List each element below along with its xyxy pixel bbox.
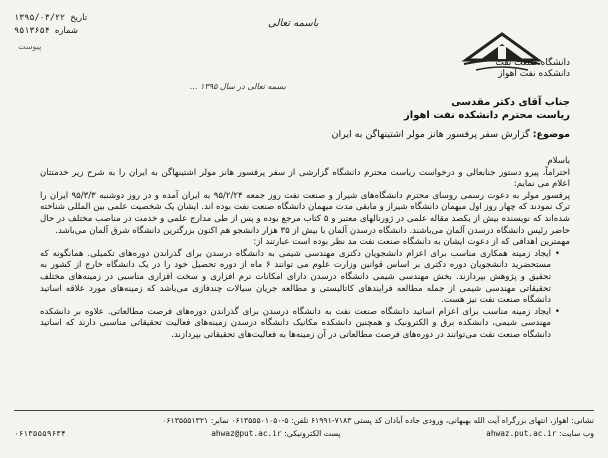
paragraph-visit: پرفسور مولر به دعوت رسمی روسای محترم دانشگاه‌های شیراز و صنعت نفت روز جمعه ۹۵/۲/۲۴ به ایران آمده و در روز دوشنبه ۹۵/۳/۳ ایران را ترک نمودند که چهار روز اول میهمان دانشگاه شیراز و مابقی مدت میهمان دانشگاه صنعت نفت بوده اند. ایشان یک شخصیت علمی بین المللی شناخته شده‌اند که نویسنده بیش از یکصد مقاله علمی در ژورنالهای معتبر و ۵ کتاب مرجع بوده و پس از طی مدارج علمی و خدمت در مناصب مختلف در حال حاضر رئیس دانشگاه درسدن آلمان می‌باشند. دانشگاه درسدن آلمان با بیش از ۳۵ هزار دانشجو هم اکنون بزرگترین دانشگاه شرق آلمان می‌باشد. — [40, 190, 570, 236]
number-row — [14, 25, 154, 38]
attachment-label: پیوست — [18, 42, 42, 51]
email-label: پست الکترونیکی: — [284, 429, 341, 438]
email-link[interactable]: ahwaz@put.ac.ir — [211, 429, 282, 438]
university-name — [495, 58, 570, 80]
paragraph-intro: احتراماً، پیرو دستور جنابعالی و درخواست ریاست محترم دانشگاه گزارشی از سفر پرفسور هانز مولر اشتینهاگن به ایران را به شرح زیر خدمتتان اعلام می نمایم: — [40, 167, 570, 190]
addressee-name: جناب آقای دکتر مقدسی — [451, 97, 570, 108]
number-label: شماره — [54, 26, 79, 36]
paragraph-goals: مهمترین اهدافی که از دعوت ایشان به دانشگاه صنعت نفت مد نظر بوده است عبارتند از: — [253, 237, 570, 248]
handwritten-note: بسمه تعالی در سال ۱۳۹۵ ... — [190, 82, 286, 91]
letter-body — [40, 156, 570, 342]
university-line1: دانشگاه صنعت نفت — [495, 58, 570, 68]
number-value: ۹۵۱۳۶۵۴ — [14, 26, 50, 36]
subject-text: گزارش سفر پرفسور هانز مولر اشتینهاگن به ایران — [331, 129, 530, 140]
footer-phone: ۰۶۱۳۵۵۵۹۶۳۴ — [14, 429, 66, 438]
university-line2: دانشکده نفت اهواز — [498, 69, 570, 79]
invocation: باسمه تعالی — [268, 18, 319, 29]
addressee-title: ریاست محترم دانشکده نفت اهواز — [404, 110, 570, 121]
salutation: باسلام — [547, 156, 570, 166]
footer-contact — [14, 427, 594, 440]
date-value: ۱۳۹۵/۰۳/۲۲ — [14, 13, 66, 23]
footer-address: نشانی: اهواز، انتهای بزرگراه آیت الله بهبهانی، ورودی جاده آبادان کد پستی ۷۱۸۳-۶۱۹۹۱ تلفن: ۵-۰۶۱۳۵۵۵۰۱۰۵۰ نمابر: ۰۶۱۳۵۵۵۱۳۲۱ — [162, 416, 594, 425]
date-row — [14, 12, 154, 25]
letter-footer — [14, 410, 594, 440]
goals-list — [40, 249, 570, 342]
subject-label: موضوع: — [532, 129, 570, 140]
subject-line — [332, 129, 570, 140]
date-label: تاریخ — [70, 13, 88, 23]
website-label: وب سایت: — [559, 429, 594, 438]
goal-item: • ایجاد زمینه مناسب برای اعزام اساتید دانشگاه صنعت نفت به دانشگاه درسدن برای گذراندن دوره‌های فرصت مطالعاتی. علاوه بر دانشکده مهندسی شیمی، دانشکده برق و الکترونیک و همچنین دانشکده مکانیک دانشگاه درسدن زمینه‌های فعالیت تحقیقاتی مناسبی دارند که اساتید دانشگاه صنعت نفت می‌توانند در دوره‌های فرصت مطالعاتی در آن زمینه‌ها به فعالیت‌های تحقیقاتی بپردازند. — [40, 307, 560, 342]
footer-website-block — [486, 427, 594, 440]
addressee — [404, 96, 570, 122]
letter-meta — [14, 12, 154, 38]
goal-item: • ایجاد زمینه همکاری مناسب برای اعزام دانشجویان دکتری مهندسی شیمی به دانشگاه درسدن برای گذراندن دوره‌های تکمیلی. همانگونه که مستحضرید دانشجویان دوره دکتری بر اساس قوانین وزارت علوم می توانند ۶ ماه از دوره تحصیل خود را در یک دانشگاه خارج از کشور به تحقیق و پژوهش بپردازند. بخش مهندسی شیمی دانشگاه درسدن دارای امکانات نرم افزاری و سخت افزاری مناسبی در زمینه‌های مختلف تحقیقاتی مهندسی شیمی از جمله مطالعه فرایندهای کاتالیستی و مطالعه جریان سیالات چندفازی می‌باشد که زمینه‌های مورد علاقه اساتید دانشگاه صنعت نفت نیز هست. — [40, 249, 560, 307]
website-link[interactable]: ahwaz.put.ac.ir — [486, 429, 557, 438]
footer-email-block — [211, 427, 340, 440]
